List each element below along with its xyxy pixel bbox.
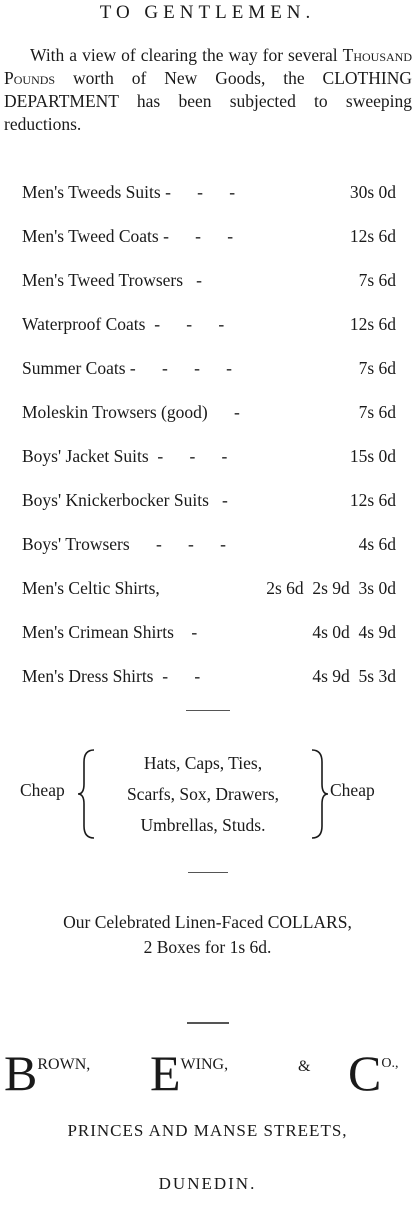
item-price: 30s 0d xyxy=(349,181,396,202)
price-row xyxy=(22,302,396,346)
item-price: 4s 9d 5s 3d xyxy=(312,665,396,686)
firm-word-co xyxy=(348,1045,399,1101)
item-name: Summer Coats - - - - xyxy=(22,357,232,378)
cheap-item-line: Umbrellas, Studs. xyxy=(140,815,266,835)
price-row xyxy=(22,566,396,610)
price-row xyxy=(22,390,396,434)
item-price: 15s 0d xyxy=(349,445,396,466)
price-row xyxy=(22,654,396,698)
divider-rule xyxy=(186,710,230,711)
price-row xyxy=(22,258,396,302)
cheap-item-line: Scarfs, Sox, Drawers, xyxy=(126,784,280,804)
intro-small-caps: Thousand Pounds xyxy=(4,45,412,88)
item-price: 12s 6d xyxy=(349,489,396,510)
item-price: 12s 6d xyxy=(349,225,396,246)
address: PRINCES AND MANSE STREETS, xyxy=(67,1121,348,1140)
price-row xyxy=(22,478,396,522)
firm-word-ewing xyxy=(150,1045,229,1101)
heading: TO GENTLEMEN. xyxy=(99,2,316,23)
cheap-items xyxy=(98,748,308,841)
item-name: Boys' Jacket Suits - - - xyxy=(22,445,228,466)
collars-notice xyxy=(0,910,415,960)
firm-initial: B xyxy=(4,1045,38,1101)
cheap-block xyxy=(0,748,415,840)
collars-line: 2 Boxes for 1s 6d. xyxy=(143,937,272,957)
item-name: Boys' Knickerbocker Suits - xyxy=(22,489,228,510)
firm-initial: E xyxy=(150,1045,181,1101)
left-brace-icon xyxy=(76,748,98,840)
divider-rule xyxy=(187,1022,229,1024)
item-name: Men's Dress Shirts - - xyxy=(22,665,201,686)
item-name: Boys' Trowsers - - - xyxy=(22,533,226,554)
item-price: 4s 6d xyxy=(358,533,396,554)
divider-rule xyxy=(188,872,228,873)
intro-text-after: worth of New Goods, the CLOTHING DEPARTMENT has been subjected to sweeping reductions. xyxy=(4,68,412,134)
intro-paragraph xyxy=(4,44,412,136)
item-price: 7s 6d xyxy=(358,269,396,290)
right-brace-icon xyxy=(308,748,330,840)
collars-line: Our Celebrated Linen-Faced COLLARS, xyxy=(63,912,352,932)
item-name: Men's Tweed Coats - - - xyxy=(22,225,234,246)
cheap-item-line: Hats, Caps, Ties, xyxy=(143,753,263,773)
firm-initial: C xyxy=(348,1045,382,1101)
item-name: Waterproof Coats - - - xyxy=(22,313,225,334)
firm-rest: ROWN, xyxy=(37,1056,91,1073)
item-price: 2s 6d 2s 9d 3s 0d xyxy=(266,577,396,598)
item-name: Men's Tweeds Suits - - - xyxy=(22,181,236,202)
item-price: 7s 6d xyxy=(358,401,396,422)
firm-ampersand: & xyxy=(298,1058,311,1075)
price-list xyxy=(22,170,396,698)
item-name: Men's Crimean Shirts - xyxy=(22,621,198,642)
item-name: Moleskin Trowsers (good) - xyxy=(22,401,240,422)
firm-name xyxy=(0,1045,415,1108)
price-row xyxy=(22,214,396,258)
firm-word-brown xyxy=(4,1045,91,1101)
item-price: 4s 0d 4s 9d xyxy=(312,621,396,642)
firm-rest: WING, xyxy=(180,1056,229,1073)
item-price: 7s 6d xyxy=(358,357,396,378)
item-name: Men's Tweed Trowsers - xyxy=(22,269,203,290)
intro-text-before: With a view of clearing the way for several xyxy=(30,45,343,65)
cheap-label-left: Cheap xyxy=(20,780,65,800)
price-row xyxy=(22,434,396,478)
item-name: Men's Celtic Shirts, xyxy=(22,577,160,598)
city: DUNEDIN. xyxy=(158,1174,257,1193)
cheap-label-right: Cheap xyxy=(330,780,375,800)
price-row xyxy=(22,346,396,390)
item-price: 12s 6d xyxy=(349,313,396,334)
firm-rest: O., xyxy=(381,1056,399,1071)
price-row xyxy=(22,610,396,654)
price-row xyxy=(22,522,396,566)
price-row xyxy=(22,170,396,214)
